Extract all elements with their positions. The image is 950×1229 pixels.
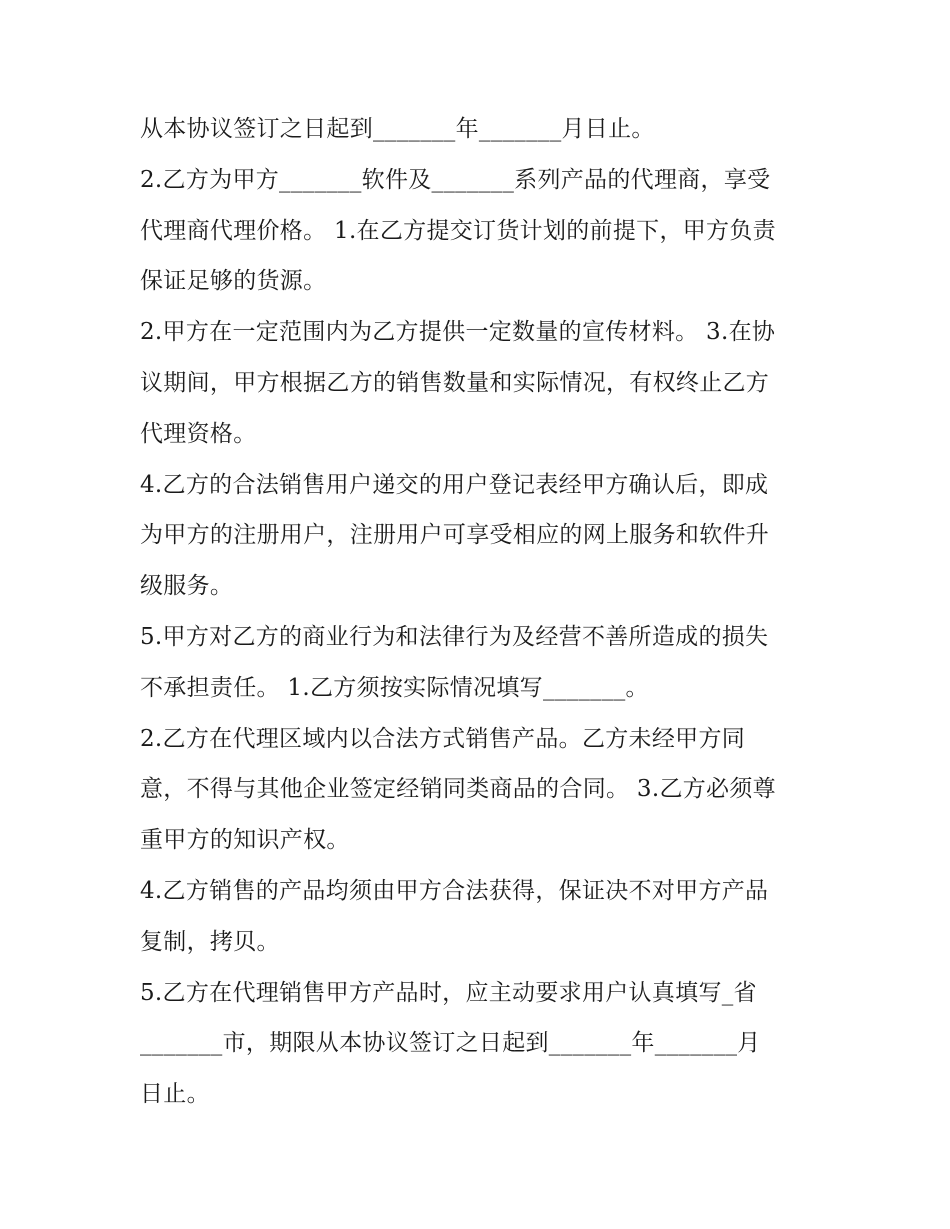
text-line: 2.乙方为甲方_______软件及_______系列产品的代理商，享受 <box>140 166 771 193</box>
text-line: 日止。 <box>140 1081 210 1108</box>
document-body <box>140 104 820 1120</box>
text-line: 代理商代理价格。 1.在乙方提交订货计划的前提下，甲方负责 <box>140 217 776 244</box>
text-line: 议期间，甲方根据乙方的销售数量和实际情况，有权终止乙方 <box>140 369 770 396</box>
text-line: _______市，期限从本协议签订之日起到_______年_______月 <box>140 1030 761 1057</box>
text-line: 2.甲方在一定范围内为乙方提供一定数量的宣传材料。 3.在协 <box>140 319 776 346</box>
text-line: 保证足够的货源。 <box>140 268 327 295</box>
text-line: 代理资格。 <box>140 420 257 447</box>
text-line: 复制，拷贝。 <box>140 928 280 955</box>
text-line: 不承担责任。 1.乙方须按实际情况填写_______。 <box>140 674 649 701</box>
text-line: 为甲方的注册用户，注册用户可享受相应的网上服务和软件升 <box>140 522 770 549</box>
text-line: 意，不得与其他企业签定经销同类商品的合同。 3.乙方必须尊 <box>140 776 776 803</box>
text-line: 从本协议签订之日起到_______年_______月日止。 <box>140 116 655 142</box>
text-line: 5.甲方对乙方的商业行为和法律行为及经营不善所造成的损失 <box>140 623 769 650</box>
text-line: 级服务。 <box>140 573 234 600</box>
text-line: 4.乙方的合法销售用户递交的用户登记表经甲方确认后，即成 <box>140 471 769 498</box>
text-line: 4.乙方销售的产品均须由甲方合法获得，保证决不对甲方产品 <box>140 877 769 904</box>
text-line: 重甲方的知识产权。 <box>140 827 350 854</box>
text-line: 2.乙方在代理区域内以合法方式销售产品。乙方未经甲方同 <box>140 725 746 752</box>
text-line: 5.乙方在代理销售甲方产品时，应主动要求用户认真填写_省 <box>140 979 757 1006</box>
